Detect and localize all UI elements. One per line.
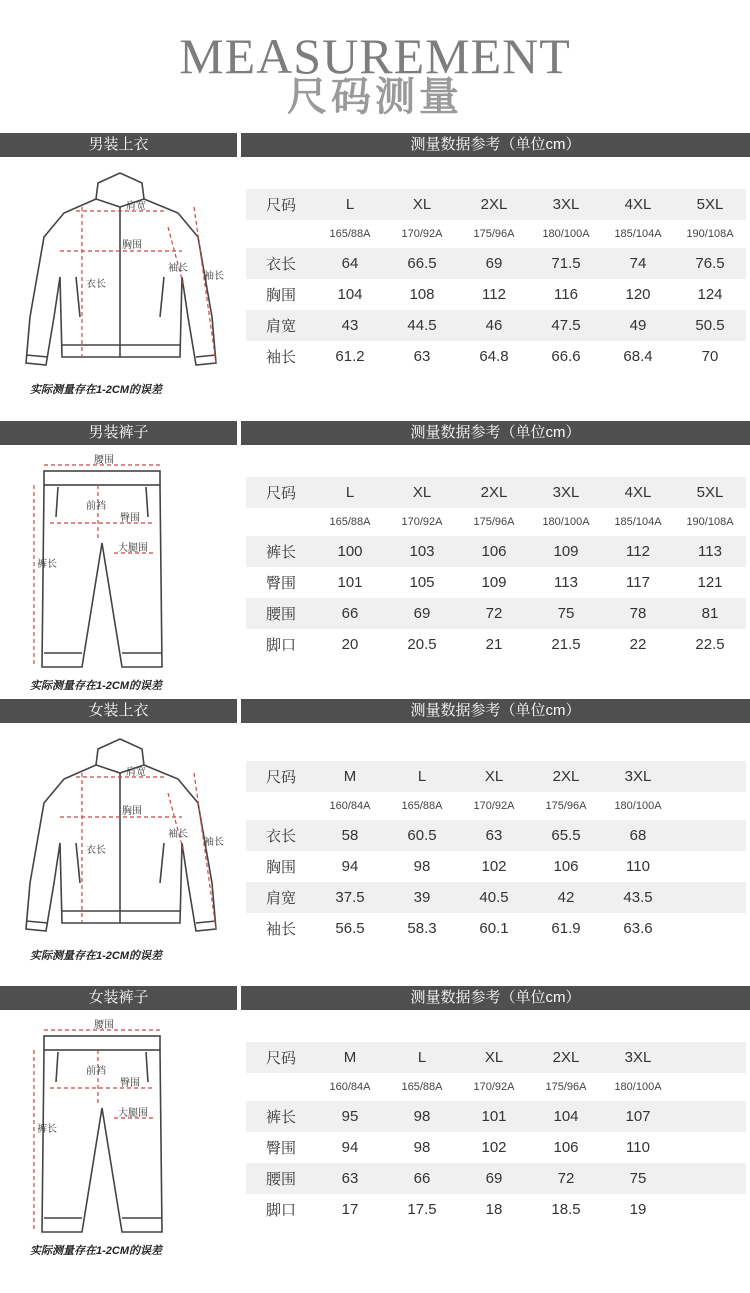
spec-cell: 170/92A	[401, 516, 443, 528]
size-cell: L	[386, 761, 458, 792]
measurement-value: 94	[341, 1139, 359, 1156]
section-info: 测量数据参考（单位cm）	[241, 133, 750, 157]
measurement-value: 70	[701, 348, 719, 365]
spec-cell: 170/92A	[473, 800, 515, 812]
section-title: 男装裤子	[0, 421, 237, 445]
size-cell: L	[386, 1042, 458, 1073]
measurement-row	[246, 598, 746, 629]
measurement-label: 脚口	[266, 637, 297, 654]
measurement-value: 60.5	[386, 820, 458, 851]
label-pants-length: 裤长	[37, 1124, 57, 1135]
measurement-label: 臀围	[266, 1140, 297, 1157]
measurement-row	[246, 567, 746, 598]
measurement-value: 66	[314, 598, 386, 629]
label-chest: 胸围	[122, 240, 142, 251]
title-en: MEASUREMENT	[179, 28, 571, 84]
measurement-label: 袖长	[266, 349, 297, 366]
measurement-value: 69	[458, 248, 530, 279]
measurement-value: 43	[314, 310, 386, 341]
measurement-value: 104	[530, 1101, 602, 1132]
measurement-value: 22	[629, 636, 647, 653]
spec-cell: 175/96A	[545, 1081, 587, 1093]
measurement-row	[246, 279, 746, 310]
label-hip: 臀围	[120, 1078, 140, 1089]
label-thigh: 大腿围	[118, 543, 148, 554]
measurement-row	[246, 1101, 746, 1132]
measurement-row	[246, 1132, 746, 1163]
measurement-value: 109	[481, 574, 507, 591]
page-header	[0, 0, 750, 130]
spec-cell: 175/96A	[545, 800, 587, 812]
spec-label-cell	[246, 220, 314, 248]
spec-row	[246, 1073, 746, 1101]
spec-cell: 160/84A	[329, 800, 371, 812]
label-pants-length: 裤长	[37, 559, 57, 570]
spec-cell: 180/100A	[614, 800, 662, 812]
section-bar	[0, 133, 750, 157]
measurement-row	[246, 882, 746, 913]
measurement-value: 120	[625, 286, 651, 303]
measurement-value: 112	[602, 536, 674, 567]
measurement-row	[246, 341, 746, 372]
label-length: 衣长	[86, 845, 106, 856]
measurement-label: 裤长	[246, 1101, 314, 1132]
section-bar	[0, 421, 750, 445]
spec-row	[246, 220, 746, 248]
measurement-value: 50.5	[674, 310, 746, 341]
spec-cell: 160/84A	[329, 1081, 371, 1093]
label-waist: 腰围	[94, 1020, 114, 1031]
size-cell: 5XL	[674, 477, 746, 508]
measurement-value: 74	[602, 248, 674, 279]
section-title: 女装上衣	[0, 699, 237, 723]
size-header-row	[246, 477, 746, 508]
measurement-value: 66	[386, 1163, 458, 1194]
measurement-value: 116	[554, 286, 578, 303]
spec-row	[246, 508, 746, 536]
empty-cell	[674, 1132, 746, 1163]
measurement-label: 衣长	[246, 248, 314, 279]
measurement-value: 43.5	[602, 882, 674, 913]
size-cell: XL	[458, 761, 530, 792]
measurement-value: 98	[413, 858, 431, 875]
measurement-value: 64	[314, 248, 386, 279]
measurement-value: 58.3	[407, 920, 437, 937]
measurement-value: 108	[409, 286, 435, 303]
section-info: 测量数据参考（单位cm）	[241, 986, 750, 1010]
spec-cell: 190/108A	[686, 228, 734, 240]
measurement-value: 113	[554, 574, 578, 591]
measurement-value: 98	[386, 1101, 458, 1132]
spec-cell: 170/92A	[473, 1081, 515, 1093]
size-cell: 4XL	[602, 189, 674, 220]
section-womens-pants	[0, 986, 750, 1286]
size-cell: 2XL	[530, 1042, 602, 1073]
label-length: 衣长	[86, 279, 106, 290]
measurement-value: 102	[481, 858, 507, 875]
measurement-value: 63.6	[623, 920, 653, 937]
jacket-diagram	[20, 167, 224, 387]
size-cell: M	[314, 761, 386, 792]
size-cell: L	[314, 477, 386, 508]
section-womens-top	[0, 699, 750, 979]
section-info: 测量数据参考（单位cm）	[241, 699, 750, 723]
measurement-value: 61.9	[551, 920, 581, 937]
measurement-value: 117	[626, 574, 650, 591]
measurement-value: 104	[337, 286, 363, 303]
measurement-row	[246, 536, 746, 567]
size-label-cell: 尺码	[246, 761, 314, 792]
measurement-value: 106	[553, 858, 579, 875]
measurement-label: 臀围	[266, 575, 297, 592]
measurement-value: 69	[386, 598, 458, 629]
measurement-label: 胸围	[266, 859, 297, 876]
measurement-value: 58	[314, 820, 386, 851]
measurement-value: 17	[341, 1201, 359, 1218]
measurement-label: 袖长	[266, 921, 297, 938]
size-cell: 3XL	[530, 189, 602, 220]
label-front-rise: 前裆	[86, 501, 106, 512]
size-table	[246, 477, 746, 660]
label-sleeve-inner: 袖长	[168, 263, 188, 274]
measurement-value: 18	[485, 1201, 503, 1218]
size-label-cell: 尺码	[246, 477, 314, 508]
section-title: 女装裤子	[0, 986, 237, 1010]
measurement-row	[246, 820, 746, 851]
waistband-outline	[44, 471, 160, 485]
measurement-value: 63	[413, 348, 431, 365]
measurement-value: 20.5	[407, 636, 437, 653]
measurement-value: 101	[337, 574, 363, 591]
measurement-value: 69	[458, 1163, 530, 1194]
measurement-value: 103	[386, 536, 458, 567]
label-thigh: 大腿围	[118, 1108, 148, 1119]
size-table	[246, 189, 746, 372]
size-cell: XL	[386, 189, 458, 220]
measurement-value: 106	[553, 1139, 579, 1156]
spec-cell: 185/104A	[614, 228, 662, 240]
size-cell: 2XL	[530, 761, 602, 792]
measurement-value: 75	[602, 1163, 674, 1194]
measurement-value: 107	[602, 1101, 674, 1132]
measurement-value: 72	[530, 1163, 602, 1194]
empty-cell	[674, 1101, 746, 1132]
label-sleeve: 袖长	[204, 837, 224, 848]
spec-cell: 165/88A	[401, 1081, 443, 1093]
empty-cell	[674, 761, 746, 792]
measurement-value: 121	[697, 574, 723, 591]
measurement-value: 94	[341, 858, 359, 875]
measurement-value: 102	[481, 1139, 507, 1156]
label-waist: 腰围	[94, 455, 114, 466]
empty-cell	[674, 913, 746, 944]
measurement-value: 98	[413, 1139, 431, 1156]
measurement-value: 113	[674, 536, 746, 567]
empty-cell	[674, 1194, 746, 1225]
size-cell: 5XL	[674, 189, 746, 220]
measurement-label: 腰围	[246, 598, 314, 629]
spec-cell: 190/108A	[686, 516, 734, 528]
measurement-value: 65.5	[530, 820, 602, 851]
measurement-value: 17.5	[407, 1201, 437, 1218]
label-sleeve: 袖长	[204, 271, 224, 282]
measurement-value: 78	[602, 598, 674, 629]
spec-cell: 180/100A	[542, 228, 590, 240]
size-cell: XL	[458, 1042, 530, 1073]
size-cell: M	[314, 1042, 386, 1073]
size-label-cell: 尺码	[246, 189, 314, 220]
label-sleeve-inner: 袖长	[168, 829, 188, 840]
measurement-value: 76.5	[674, 248, 746, 279]
spec-cell: 165/88A	[401, 800, 443, 812]
measurement-value: 63	[314, 1163, 386, 1194]
section-bar	[0, 699, 750, 723]
measurement-row	[246, 310, 746, 341]
measurement-label: 裤长	[246, 536, 314, 567]
measurement-value: 68.4	[623, 348, 653, 365]
size-table	[246, 761, 746, 944]
measurement-value: 61.2	[335, 348, 365, 365]
measurement-value: 95	[314, 1101, 386, 1132]
size-cell: 4XL	[602, 477, 674, 508]
measurement-label: 肩宽	[246, 310, 314, 341]
measurement-label: 胸围	[266, 287, 297, 304]
measurement-value: 72	[458, 598, 530, 629]
size-cell: 3XL	[530, 477, 602, 508]
measurement-value: 22.5	[695, 636, 725, 653]
measurement-value: 46	[458, 310, 530, 341]
measurement-value: 71.5	[530, 248, 602, 279]
measurement-value: 37.5	[314, 882, 386, 913]
measurement-value: 101	[458, 1101, 530, 1132]
label-chest: 胸围	[122, 806, 142, 817]
size-cell: 2XL	[458, 477, 530, 508]
spec-row	[246, 792, 746, 820]
measurement-value: 42	[530, 882, 602, 913]
section-info: 测量数据参考（单位cm）	[241, 421, 750, 445]
measurement-value: 63	[458, 820, 530, 851]
measurement-value: 66.6	[551, 348, 581, 365]
measurement-row	[246, 913, 746, 944]
measurement-row	[246, 248, 746, 279]
spec-label-cell	[246, 1073, 314, 1101]
pants-diagram	[30, 457, 200, 677]
measurement-value: 20	[341, 636, 359, 653]
spec-cell: 175/96A	[473, 516, 515, 528]
measurement-value: 44.5	[386, 310, 458, 341]
jacket-outline	[26, 765, 216, 931]
measurement-row	[246, 851, 746, 882]
pants-diagram	[30, 1022, 200, 1242]
measurement-row	[246, 1163, 746, 1194]
spec-label-cell	[246, 508, 314, 536]
spec-cell: 170/92A	[401, 228, 443, 240]
measurement-value: 39	[386, 882, 458, 913]
measurement-note: 实际测量存在1-2CM的误差	[30, 680, 163, 692]
label-shoulder: 肩宽	[126, 767, 146, 778]
measurement-value: 21	[485, 636, 503, 653]
measurement-value: 68	[602, 820, 674, 851]
size-header-row	[246, 1042, 746, 1073]
label-front-rise: 前裆	[86, 1066, 106, 1077]
section-mens-top	[0, 133, 750, 413]
measurement-value: 66.5	[386, 248, 458, 279]
measurement-value: 100	[314, 536, 386, 567]
title-cn: 尺码测量	[287, 75, 463, 119]
measurement-value: 49	[602, 310, 674, 341]
spec-cell: 185/104A	[614, 516, 662, 528]
empty-cell	[674, 1042, 746, 1073]
section-title: 男装上衣	[0, 133, 237, 157]
waistband-outline	[44, 1036, 160, 1050]
spec-cell: 165/88A	[329, 516, 371, 528]
measurement-row	[246, 629, 746, 660]
size-cell: 2XL	[458, 189, 530, 220]
measurement-label: 腰围	[246, 1163, 314, 1194]
jacket-outline	[26, 199, 216, 365]
label-hip: 臀围	[120, 513, 140, 524]
size-table	[246, 1042, 746, 1225]
measurement-value: 110	[626, 1139, 650, 1156]
empty-cell	[674, 1163, 746, 1194]
size-label-cell: 尺码	[246, 1042, 314, 1073]
measurement-value: 112	[482, 286, 506, 303]
jacket-diagram	[20, 733, 224, 953]
empty-cell	[674, 882, 746, 913]
measurement-value: 110	[626, 858, 650, 875]
measurement-label: 脚口	[266, 1202, 297, 1219]
spec-label-cell	[246, 792, 314, 820]
section-mens-pants	[0, 421, 750, 701]
measurement-note: 实际测量存在1-2CM的误差	[30, 384, 163, 396]
spec-cell: 165/88A	[329, 228, 371, 240]
empty-cell	[674, 851, 746, 882]
label-shoulder: 肩宽	[126, 201, 146, 212]
size-cell: 3XL	[602, 1042, 674, 1073]
measurement-value: 40.5	[458, 882, 530, 913]
measurement-value: 18.5	[551, 1201, 581, 1218]
size-cell: 3XL	[602, 761, 674, 792]
spec-cell: 180/100A	[542, 516, 590, 528]
pants-outline	[42, 485, 162, 667]
empty-cell	[674, 792, 746, 820]
measurement-note: 实际测量存在1-2CM的误差	[30, 1245, 163, 1257]
size-cell: XL	[386, 477, 458, 508]
size-cell: L	[314, 189, 386, 220]
measurement-value: 56.5	[335, 920, 365, 937]
measurement-value: 19	[629, 1201, 647, 1218]
pants-outline	[42, 1050, 162, 1232]
measurement-value: 106	[458, 536, 530, 567]
size-header-row	[246, 761, 746, 792]
empty-cell	[674, 820, 746, 851]
spec-cell: 180/100A	[614, 1081, 662, 1093]
measurement-value: 124	[697, 286, 723, 303]
measurement-value: 105	[409, 574, 435, 591]
measurement-value: 109	[530, 536, 602, 567]
measurement-value: 60.1	[479, 920, 509, 937]
measurement-value: 47.5	[530, 310, 602, 341]
measurement-value: 64.8	[479, 348, 509, 365]
measurement-value: 81	[674, 598, 746, 629]
size-header-row	[246, 189, 746, 220]
measurement-note: 实际测量存在1-2CM的误差	[30, 950, 163, 962]
spec-cell: 175/96A	[473, 228, 515, 240]
measurement-value: 75	[530, 598, 602, 629]
section-bar	[0, 986, 750, 1010]
empty-cell	[674, 1073, 746, 1101]
measurement-label: 衣长	[246, 820, 314, 851]
measurement-row	[246, 1194, 746, 1225]
measurement-value: 21.5	[551, 636, 581, 653]
measurement-label: 肩宽	[246, 882, 314, 913]
